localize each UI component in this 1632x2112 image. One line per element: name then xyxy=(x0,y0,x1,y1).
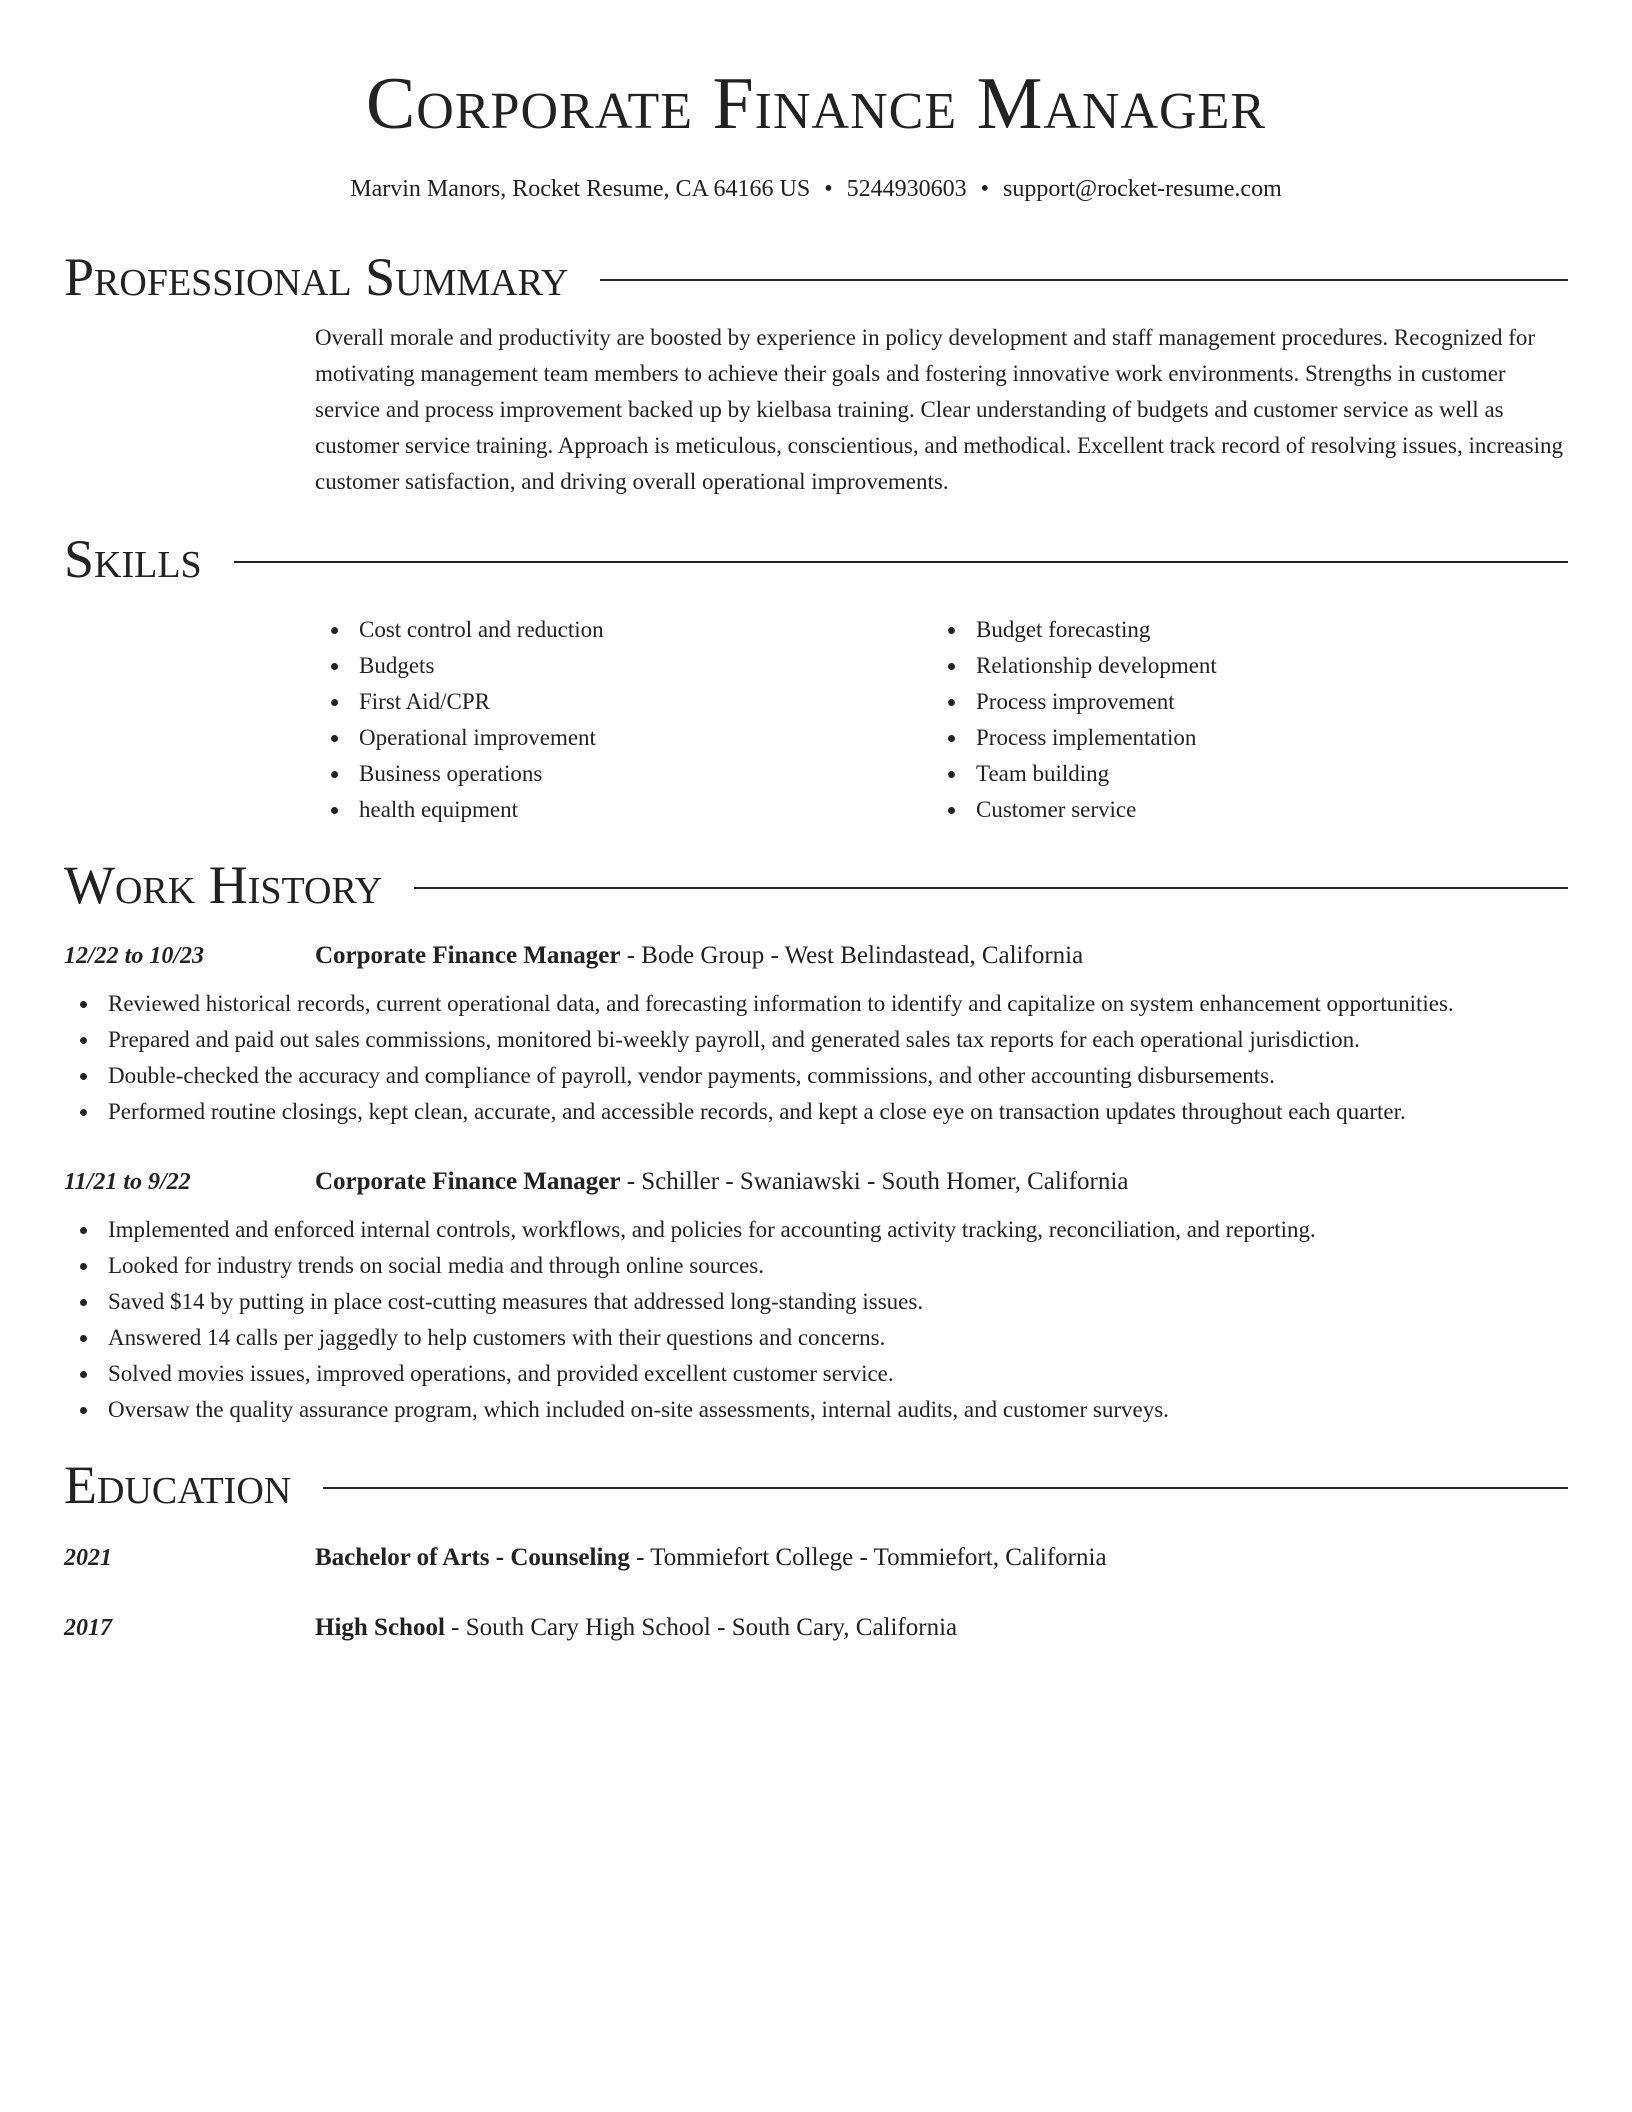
education-heading-line xyxy=(315,1540,1107,1576)
skill-item: Budget forecasting xyxy=(932,612,1549,648)
education-section-header xyxy=(64,1452,1568,1518)
summary-section-header xyxy=(64,244,1568,310)
skill-item: Operational improvement xyxy=(315,720,932,756)
job-company: - Bode Group - West Belindastead, California xyxy=(620,942,1084,969)
job-bullet: Reviewed historical records, current operational data, and forecasting information to identify and capitalize on system enhancement opportunities. xyxy=(64,986,1568,1022)
education-degree: High School xyxy=(315,1614,445,1641)
job-entry xyxy=(64,938,1568,1130)
skill-item: Business operations xyxy=(315,756,932,792)
job-bullet: Implemented and enforced internal controls, workflows, and policies for accounting activity tracking, reconciliation, and reporting. xyxy=(64,1212,1568,1248)
skill-item: Cost control and reduction xyxy=(315,612,932,648)
skills-column-right xyxy=(932,612,1549,828)
separator-dot: • xyxy=(824,176,833,202)
work-section-header xyxy=(64,852,1568,918)
education-year: 2017 xyxy=(64,1615,112,1641)
job-header xyxy=(64,1164,1568,1200)
summary-heading: Professional Summary xyxy=(64,247,569,307)
job-title: Corporate Finance Manager xyxy=(315,942,621,969)
skills-list xyxy=(315,612,1568,828)
contact-line xyxy=(64,174,1568,204)
education-entry xyxy=(64,1540,1568,1576)
skill-item: Process implementation xyxy=(932,720,1549,756)
job-heading xyxy=(315,938,1083,974)
skills-column-left xyxy=(315,612,932,828)
skill-item: Process improvement xyxy=(932,684,1549,720)
address: Marvin Manors, Rocket Resume, CA 64166 US xyxy=(350,176,811,202)
job-bullets xyxy=(64,1212,1568,1428)
skills-heading: Skills xyxy=(64,529,202,589)
skill-item: Customer service xyxy=(932,792,1549,828)
job-bullet: Performed routine closings, kept clean, accurate, and accessible records, and kept a close eye on transaction updates throughout each quarter. xyxy=(64,1094,1568,1130)
phone: 5244930603 xyxy=(846,176,967,202)
skill-item: Team building xyxy=(932,756,1549,792)
job-bullets xyxy=(64,986,1568,1130)
skill-item: health equipment xyxy=(315,792,932,828)
job-entry xyxy=(64,1164,1568,1428)
job-bullet: Prepared and paid out sales commissions, monitored bi-weekly payroll, and generated sales tax reports for each operational jurisdiction. xyxy=(64,1022,1568,1058)
skill-item: Relationship development xyxy=(932,648,1549,684)
education-heading: Education xyxy=(64,1455,292,1515)
section-divider xyxy=(234,561,1568,563)
job-header xyxy=(64,938,1568,974)
job-company: - Schiller - Swaniawski - South Homer, California xyxy=(620,1168,1129,1195)
education-degree: Bachelor of Arts - Counseling xyxy=(315,1544,630,1571)
skill-item: Budgets xyxy=(315,648,932,684)
resume-title: Corporate Finance Manager xyxy=(365,63,1267,145)
resume-page xyxy=(64,0,1568,1646)
job-bullet: Solved movies issues, improved operations, and provided excellent customer service. xyxy=(64,1356,1568,1392)
job-heading xyxy=(315,1164,1128,1200)
education-school: - South Cary High School - South Cary, California xyxy=(444,1614,958,1641)
job-bullet: Answered 14 calls per jaggedly to help customers with their questions and concerns. xyxy=(64,1320,1568,1356)
education-school: - Tommiefort College - Tommiefort, California xyxy=(629,1544,1107,1571)
job-dates: 12/22 to 10/23 xyxy=(64,943,205,969)
section-divider xyxy=(414,887,1568,889)
section-divider xyxy=(600,279,1568,281)
job-bullet: Double-checked the accuracy and compliance of payroll, vendor payments, commissions, and other accounting disbursements. xyxy=(64,1058,1568,1094)
education-entry xyxy=(64,1610,1568,1646)
job-title: Corporate Finance Manager xyxy=(315,1168,621,1195)
job-bullet: Saved $14 by putting in place cost-cutting measures that addressed long-standing issues. xyxy=(64,1284,1568,1320)
job-bullet: Oversaw the quality assurance program, which included on-site assessments, internal audits, and customer surveys. xyxy=(64,1392,1568,1428)
summary-text: Overall morale and productivity are boosted by experience in policy development and staff management procedures. Recognized for motivating management team members to achieve their goals and fostering innovative work environments. Strengths in customer service and process improvement backed up by kielbasa training. Clear understanding of budgets and customer service as well as customer service training. Approach is meticulous, conscientious, and methodical. Excellent track record of resolving issues, increasing customer satisfaction, and driving overall operational improvements. xyxy=(315,325,1564,494)
section-divider xyxy=(323,1487,1568,1489)
skills-section-header xyxy=(64,526,1568,592)
skill-item: First Aid/CPR xyxy=(315,684,932,720)
separator-dot: • xyxy=(980,176,990,202)
job-dates: 11/21 to 9/22 xyxy=(64,1169,191,1195)
education-heading-line xyxy=(315,1610,957,1646)
work-heading: Work History xyxy=(64,855,383,915)
education-year: 2021 xyxy=(64,1545,112,1571)
email: support@rocket-resume.com xyxy=(1003,176,1282,202)
job-bullet: Looked for industry trends on social media and through online sources. xyxy=(64,1248,1568,1284)
